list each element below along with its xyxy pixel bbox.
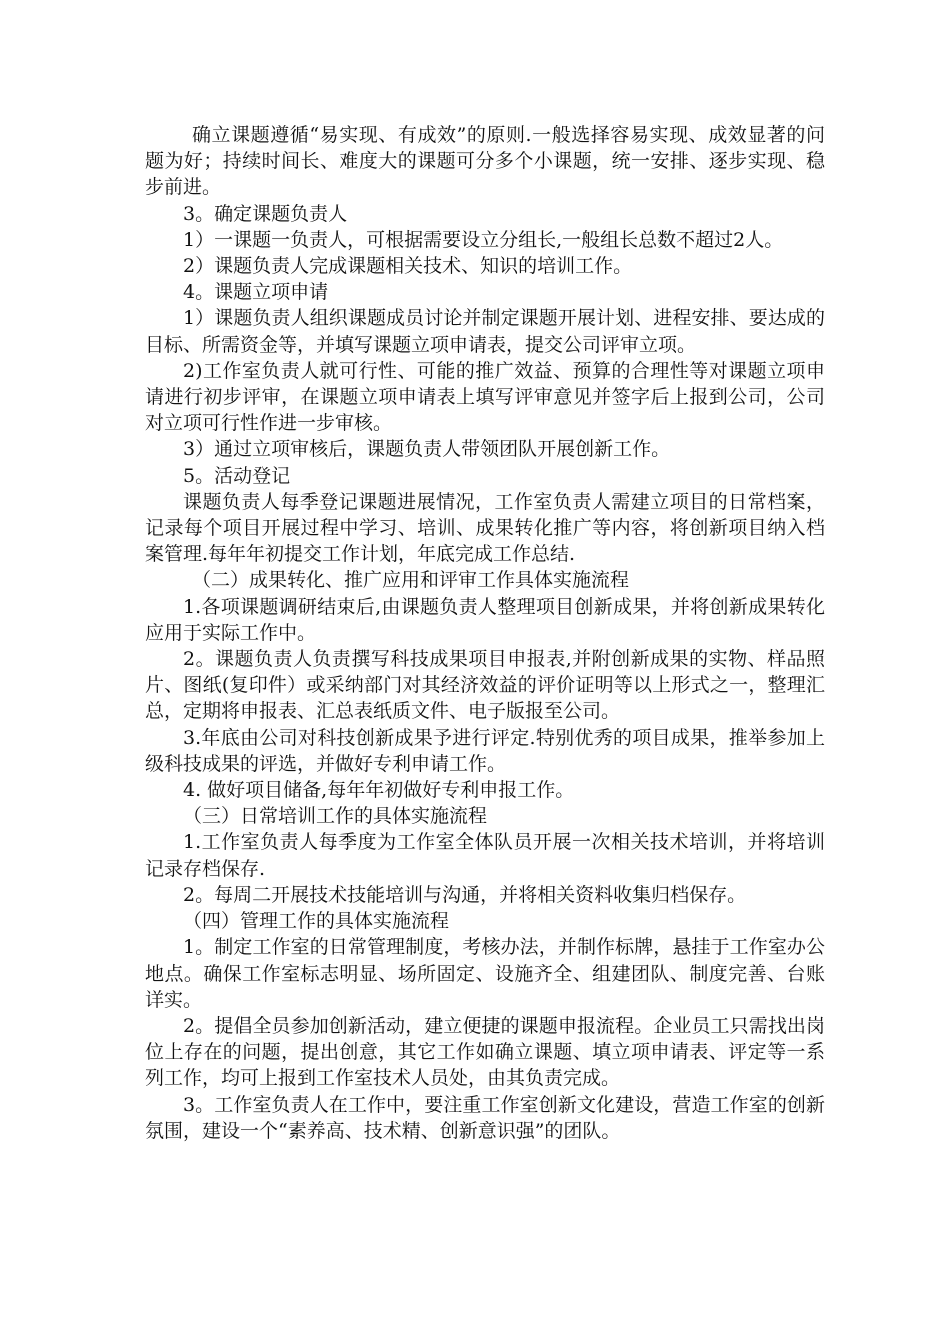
paragraph-management-3: 3。工作室负责人在工作中，要注重工作室创新文化建设，营造工作室的创新氛围，建设一个“素养高、技术精、创新意识强”的团队。 xyxy=(145,1093,825,1142)
paragraph-management-1: 1。制定工作室的日常管理制度，考核办法，并制作标牌，悬挂于工作室办公地点。确保工作室标志明显、场所固定、设施齐全、组建团队、制度完善、台账详实。 xyxy=(145,936,825,1011)
document-body xyxy=(145,122,825,1144)
section-heading-2: （二）成果转化、推广应用和评审工作具体实施流程 xyxy=(192,569,630,592)
paragraph-application-3: 3）通过立项审核后，课题负责人带领团队开展创新工作。 xyxy=(183,438,671,461)
paragraph-results-2: 2。课题负责人负责撰写科技成果项目申报表,并附创新成果的实物、样品照片、图纸(复印件）或采纳部门对其经济效益的评价证明等以上形式之一，整理汇总，定期将申报表、汇总表纸质文件、电子版报至公司。 xyxy=(145,648,825,723)
paragraph-application-2: 2)工作室负责人就可行性、可能的推广效益、预算的合理性等对课题立项申请进行初步评审，在课题立项申请表上填写评审意见并签字后上报到公司，公司对立项可行性作进一步审核。 xyxy=(145,359,825,435)
heading-4-application: 4。课题立项申请 xyxy=(183,281,329,304)
paragraph-registration: 课题负责人每季登记课题进展情况，工作室负责人需建立项目的日常档案，记录每个项目开展过程中学习、培训、成果转化推广等内容，将创新项目纳入档案管理.每年年初提交工作计划，年底完成工作总结. xyxy=(145,490,825,566)
paragraph-training-1: 1.工作室负责人每季度为工作室全体队员开展一次相关技术培训，并将培训记录存档保存. xyxy=(145,831,825,880)
paragraph-training-2: 2。每周二开展技术技能培训与沟通，并将相关资料收集归档保存。 xyxy=(183,883,747,906)
paragraph-management-2: 2。提倡全员参加创新活动，建立便捷的课题申报流程。企业员工只需找出岗位上存在的问题，提出创意，其它工作如确立课题、填立项申请表、评定等一系列工作，均可上报到工作室技术人员处，由其负责完成。 xyxy=(145,1014,825,1090)
paragraph-results-1: 1.各项课题调研结束后,由课题负责人整理项目创新成果，并将创新成果转化应用于实际工作中。 xyxy=(145,595,825,644)
section-heading-4: （四）管理工作的具体实施流程 xyxy=(183,910,450,933)
heading-3-leader: 3。确定课题负责人 xyxy=(183,202,348,225)
paragraph-results-3: 3.年底由公司对科技创新成果予进行评定.特别优秀的项目成果，推举参加上级科技成果的评选，并做好专利申请工作。 xyxy=(145,726,825,775)
section-heading-3: （三）日常培训工作的具体实施流程 xyxy=(183,805,488,828)
paragraph-principle: 确立课题遵循“易实现、有成效”的原则.一般选择容易实现、成效显著的问题为好；持续时间长、难度大的课题可分多个小课题，统一安排、逐步实现、稳步前进。 xyxy=(145,124,825,199)
paragraph-leader-2: 2）课题负责人完成课题相关技术、知识的培训工作。 xyxy=(183,255,633,278)
paragraph-leader-1: 1）一课题一负责人，可根据需要设立分组长,一般组长总数不超过2人。 xyxy=(183,228,784,251)
paragraph-results-4: 4. 做好项目储备,每年年初做好专利申报工作。 xyxy=(183,779,575,802)
paragraph-application-1: 1）课题负责人组织课题成员讨论并制定课题开展计划、进程安排、要达成的目标、所需资金等，并填写课题立项申请表，提交公司评审立项。 xyxy=(145,307,825,356)
heading-5-registration: 5。活动登记 xyxy=(183,464,291,487)
